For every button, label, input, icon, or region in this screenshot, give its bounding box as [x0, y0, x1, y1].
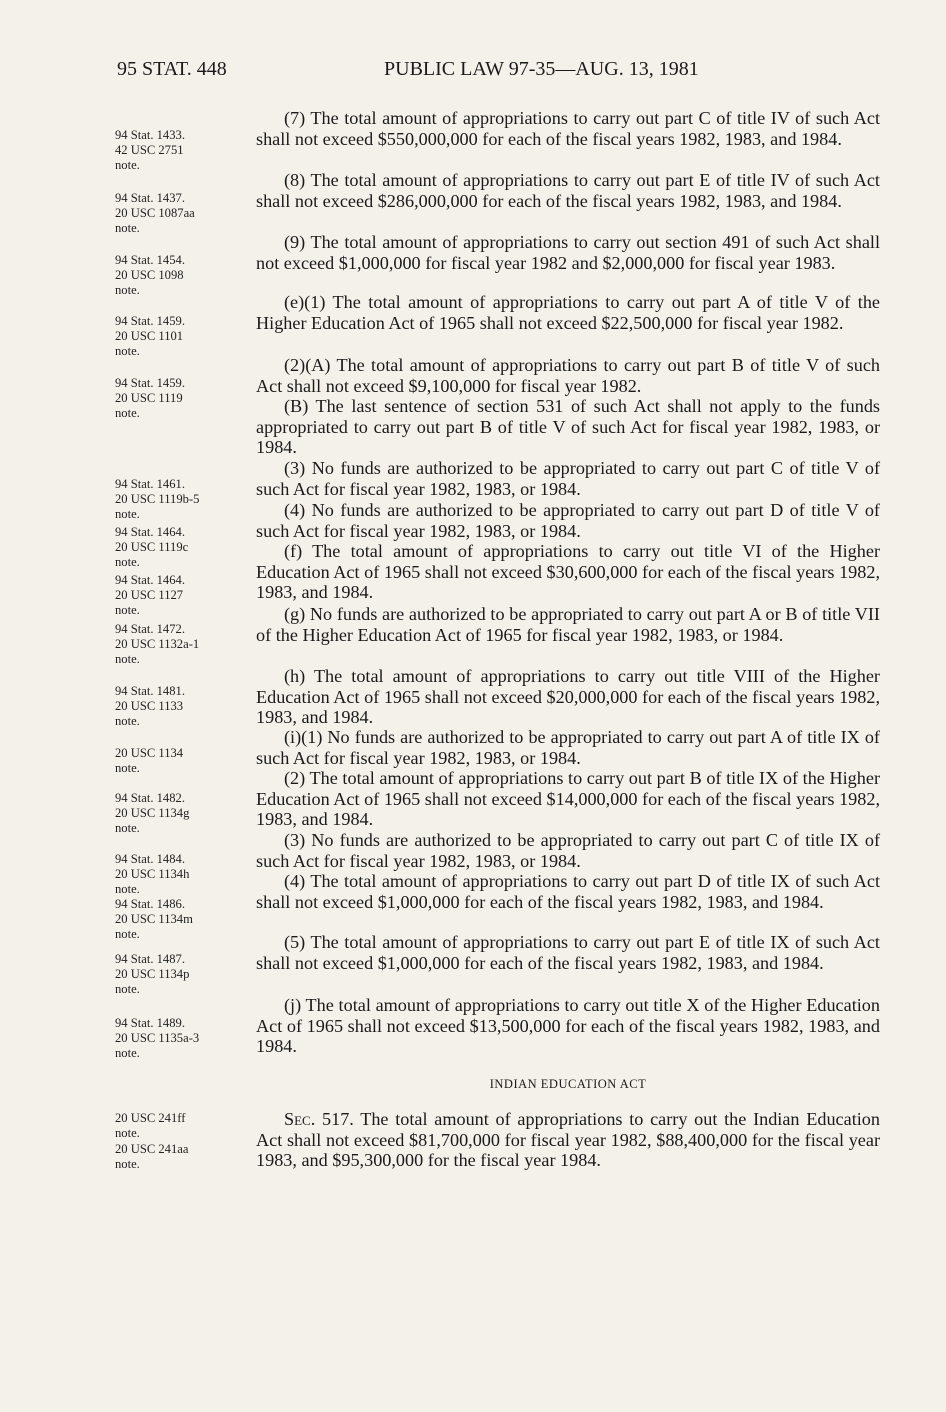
margin-note	[115, 525, 245, 570]
margin-note-line: 20 USC 241aa	[115, 1142, 189, 1156]
margin-note-line: 20 USC 1134h	[115, 867, 190, 881]
provision-paragraph: (3) No funds are authorized to be appropriated to carry out part C of title IX of such Act for fiscal year 1982, 1983, or 1984.	[256, 830, 880, 871]
page-header	[0, 58, 946, 92]
provision-paragraph: (2)(A) The total amount of appropriations to carry out part B of title V of such Act shall not exceed $9,100,000 for fiscal year 1982.	[256, 355, 880, 396]
margin-note-line: 20 USC 1134g	[115, 806, 190, 820]
margin-note-line: 20 USC 1134p	[115, 967, 190, 981]
margin-note-line: note.	[115, 927, 140, 941]
provision-paragraph: (g) No funds are authorized to be appropriated to carry out part A or B of title VII of the Higher Education Act of 1965 for fiscal year 1982, 1983, or 1984.	[256, 604, 880, 645]
margin-note-line: 94 Stat. 1484.	[115, 852, 185, 866]
margin-note	[115, 1111, 245, 1141]
margin-note	[115, 314, 245, 359]
margin-note-line: 20 USC 1119b-5	[115, 492, 200, 506]
provision-paragraph: (j) The total amount of appropriations to carry out title X of the Higher Education Act of 1965 shall not exceed $13,500,000 for each of the fiscal years 1982, 1983, and 1984.	[256, 995, 880, 1057]
margin-note-line: note.	[115, 1157, 140, 1171]
margin-note	[115, 1142, 245, 1172]
provision-paragraph: (2) The total amount of appropriations to carry out part B of title IX of the Higher Education Act of 1965 shall not exceed $14,000,000 for each of the fiscal years 1982, 1983, and 1984.	[256, 768, 880, 830]
margin-note-line: 94 Stat. 1464.	[115, 573, 185, 587]
provision-paragraph: (h) The total amount of appropriations to carry out title VIII of the Higher Education Act of 1965 shall not exceed $20,000,000 for each of the fiscal years 1982, 1983, and 1984.	[256, 666, 880, 728]
provision-paragraph: (e)(1) The total amount of appropriations to carry out part A of title V of the Higher Education Act of 1965 shall not exceed $22,500,000 for fiscal year 1982.	[256, 292, 880, 333]
margin-note-line: 20 USC 1098	[115, 268, 184, 282]
provision-paragraph: (5) The total amount of appropriations to carry out part E of title IX of such Act shall not exceed $1,000,000 for each of the fiscal years 1982, 1983, and 1984.	[256, 932, 880, 973]
margin-note	[115, 573, 245, 618]
provision-paragraph: (B) The last sentence of section 531 of such Act shall not apply to the funds appropriated to carry out part B of title V of such Act for fiscal year 1982, 1983, or 1984.	[256, 396, 880, 458]
provision-paragraph: (i)(1) No funds are authorized to be appropriated to carry out part A of title IX of such Act for fiscal year 1982, 1983, or 1984.	[256, 727, 880, 768]
provision-paragraph: (8) The total amount of appropriations to carry out part E of title IV of such Act shall not exceed $286,000,000 for each of the fiscal years 1982, 1983, and 1984.	[256, 170, 880, 211]
margin-note-line: note.	[115, 406, 140, 420]
provision-paragraph: (7) The total amount of appropriations to carry out part C of title IV of such Act shall not exceed $550,000,000 for each of the fiscal years 1982, 1983, and 1984.	[256, 108, 880, 149]
provision-paragraph: (4) No funds are authorized to be appropriated to carry out part D of title V of such Act for fiscal year 1982, 1983, or 1984.	[256, 500, 880, 541]
margin-note	[115, 684, 245, 729]
margin-note-line: 20 USC 1134	[115, 746, 184, 760]
margin-note	[115, 191, 245, 236]
margin-note	[115, 477, 245, 522]
margin-note-line: 94 Stat. 1481.	[115, 684, 185, 698]
margin-note-line: note.	[115, 603, 140, 617]
margin-note-line: note.	[115, 158, 140, 172]
margin-note-line: 94 Stat. 1433.	[115, 128, 185, 142]
margin-note-line: 94 Stat. 1464.	[115, 525, 185, 539]
margin-note	[115, 746, 245, 776]
margin-note-line: 94 Stat. 1472.	[115, 622, 185, 636]
margin-note-line: 20 USC 1119c	[115, 540, 189, 554]
margin-note-line: 94 Stat. 1486.	[115, 897, 185, 911]
margin-note-line: note.	[115, 283, 140, 297]
margin-note-line: note.	[115, 761, 140, 775]
margin-note-line: 20 USC 1127	[115, 588, 184, 602]
statute-page-number: 95 STAT. 448	[117, 58, 227, 80]
margin-note-line: note.	[115, 344, 140, 358]
margin-note-line: note.	[115, 982, 140, 996]
margin-note	[115, 128, 245, 173]
margin-note-line: 20 USC 1101	[115, 329, 184, 343]
provision-paragraph: (4) The total amount of appropriations to carry out part D of title IX of such Act shall not exceed $1,000,000 for each of the fiscal years 1982, 1983, and 1984.	[256, 871, 880, 912]
margin-note	[115, 253, 245, 298]
margin-note-line: 94 Stat. 1489.	[115, 1016, 185, 1030]
section-heading: INDIAN EDUCATION ACT	[489, 1077, 647, 1091]
margin-note	[115, 622, 245, 667]
margin-note-line: note.	[115, 882, 140, 896]
margin-note-line: note.	[115, 1046, 140, 1060]
margin-note-line: note.	[115, 714, 140, 728]
margin-note	[115, 1016, 245, 1061]
section-517-paragraph	[256, 1109, 880, 1171]
margin-note	[115, 376, 245, 421]
section-label: Sec.	[284, 1109, 316, 1129]
public-law-title: PUBLIC LAW 97-35—AUG. 13, 1981	[384, 58, 699, 80]
margin-note-line: 20 USC 1135a-3	[115, 1031, 200, 1045]
margin-note-line: note.	[115, 507, 140, 521]
margin-note	[115, 852, 245, 897]
margin-note-line: note.	[115, 821, 140, 835]
margin-note-line: 20 USC 241ff	[115, 1111, 186, 1125]
margin-note-line: 94 Stat. 1482.	[115, 791, 185, 805]
margin-note-line: note.	[115, 221, 140, 235]
margin-note-line: 20 USC 1132a-1	[115, 637, 200, 651]
margin-note-line: 42 USC 2751	[115, 143, 184, 157]
provision-paragraph: (9) The total amount of appropriations to carry out section 491 of such Act shall not exceed $1,000,000 for fiscal year 1982 and $2,000,000 for fiscal year 1983.	[256, 232, 880, 273]
margin-note-line: note.	[115, 555, 140, 569]
margin-note-line: 94 Stat. 1487.	[115, 952, 185, 966]
margin-note-line: 20 USC 1119	[115, 391, 183, 405]
margin-note-line: note.	[115, 652, 140, 666]
margin-note-line: 94 Stat. 1459.	[115, 376, 185, 390]
margin-note-line: note.	[115, 1126, 140, 1140]
margin-note-line: 20 USC 1087aa	[115, 206, 195, 220]
margin-note	[115, 952, 245, 997]
provision-paragraph: (f) The total amount of appropriations to carry out title VI of the Higher Education Act of 1965 shall not exceed $30,600,000 for each of the fiscal years 1982, 1983, and 1984.	[256, 541, 880, 603]
margin-note	[115, 897, 245, 942]
margin-note-line: 94 Stat. 1454.	[115, 253, 185, 267]
margin-note-line: 94 Stat. 1461.	[115, 477, 185, 491]
margin-note	[115, 791, 245, 836]
margin-note-line: 20 USC 1134m	[115, 912, 193, 926]
margin-note-line: 94 Stat. 1459.	[115, 314, 185, 328]
margin-note-line: 20 USC 1133	[115, 699, 184, 713]
margin-note-line: 94 Stat. 1437.	[115, 191, 185, 205]
provision-paragraph: (3) No funds are authorized to be appropriated to carry out part C of title V of such Act for fiscal year 1982, 1983, or 1984.	[256, 458, 880, 499]
section-body: 517. The total amount of appropriations to carry out the Indian Education Act shall not exceed $81,700,000 for fiscal year 1982, $88,400,000 for the fiscal year 1983, and $95,300,000 for the fiscal year 1984.	[256, 1109, 880, 1171]
